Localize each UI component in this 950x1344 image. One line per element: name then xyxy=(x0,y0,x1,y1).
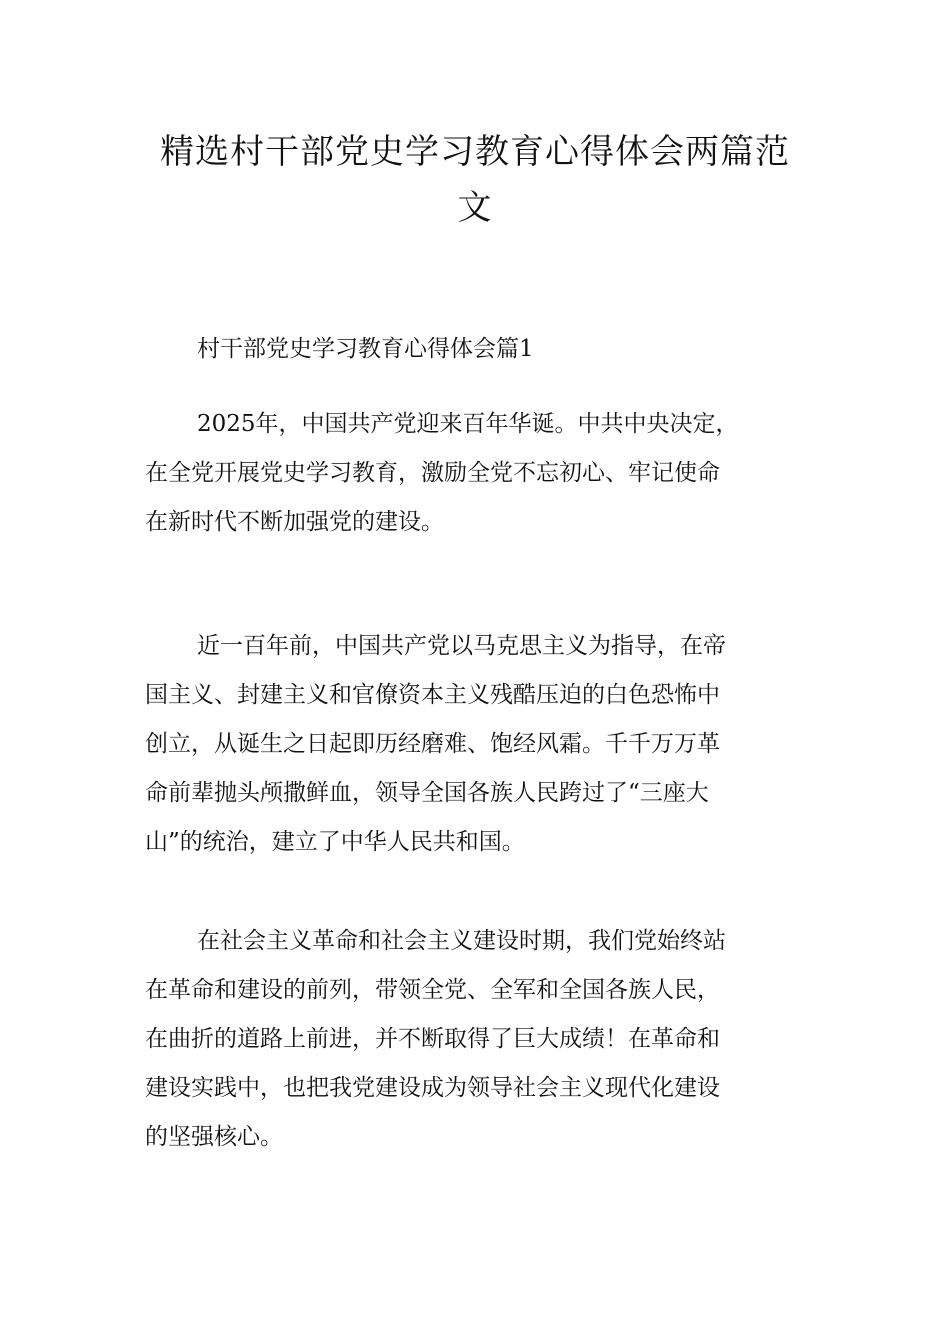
paragraph-line: 国主义、封建主义和官僚资本主义残酷压迫的白色恐怖中 xyxy=(145,682,720,708)
paragraph-line: 建设实践中，也把我党建设成为领导社会主义现代化建设 xyxy=(145,1075,720,1101)
paragraph-3 xyxy=(145,917,805,1162)
document-title-line-2: 文 xyxy=(457,188,493,228)
paragraph-line: 近一百年前，中国共产党以马克思主义为指导，在帝 xyxy=(197,633,726,659)
paragraph-2 xyxy=(145,622,805,867)
paragraph-1 xyxy=(145,400,805,547)
paragraph-line: 命前辈抛头颅撒鲜血，领导全国各族人民跨过了“三座大 xyxy=(145,780,709,806)
paragraph-line: 创立，从诞生之日起即历经磨难、饱经风霜。千千万万革 xyxy=(145,731,720,757)
document-title-line-1: 精选村干部党史学习教育心得体会两篇范 xyxy=(160,132,790,172)
paragraph-line: 在新时代不断加强党的建设。 xyxy=(145,509,444,535)
paragraph-line: 在社会主义革命和社会主义建设时期，我们党始终站 xyxy=(197,928,726,954)
paragraph-line: 在曲折的道路上前进，并不断取得了巨大成绩！在革命和 xyxy=(145,1026,720,1052)
paragraph-line: 的坚强核心。 xyxy=(145,1124,283,1150)
document-title xyxy=(140,124,810,236)
paragraph-line: 2025年，中国共产党迎来百年华诞。中共中央决定， xyxy=(197,411,739,437)
paragraph-line: 在革命和建设的前列，带领全党、全军和全国各族人民， xyxy=(145,977,720,1003)
paragraph-line: 在全党开展党史学习教育，激励全党不忘初心、牢记使命 xyxy=(145,460,720,486)
paragraph-line: 山”的统治，建立了中华人民共和国。 xyxy=(145,829,525,855)
section-heading: 村干部党史学习教育心得体会篇1 xyxy=(197,336,534,362)
